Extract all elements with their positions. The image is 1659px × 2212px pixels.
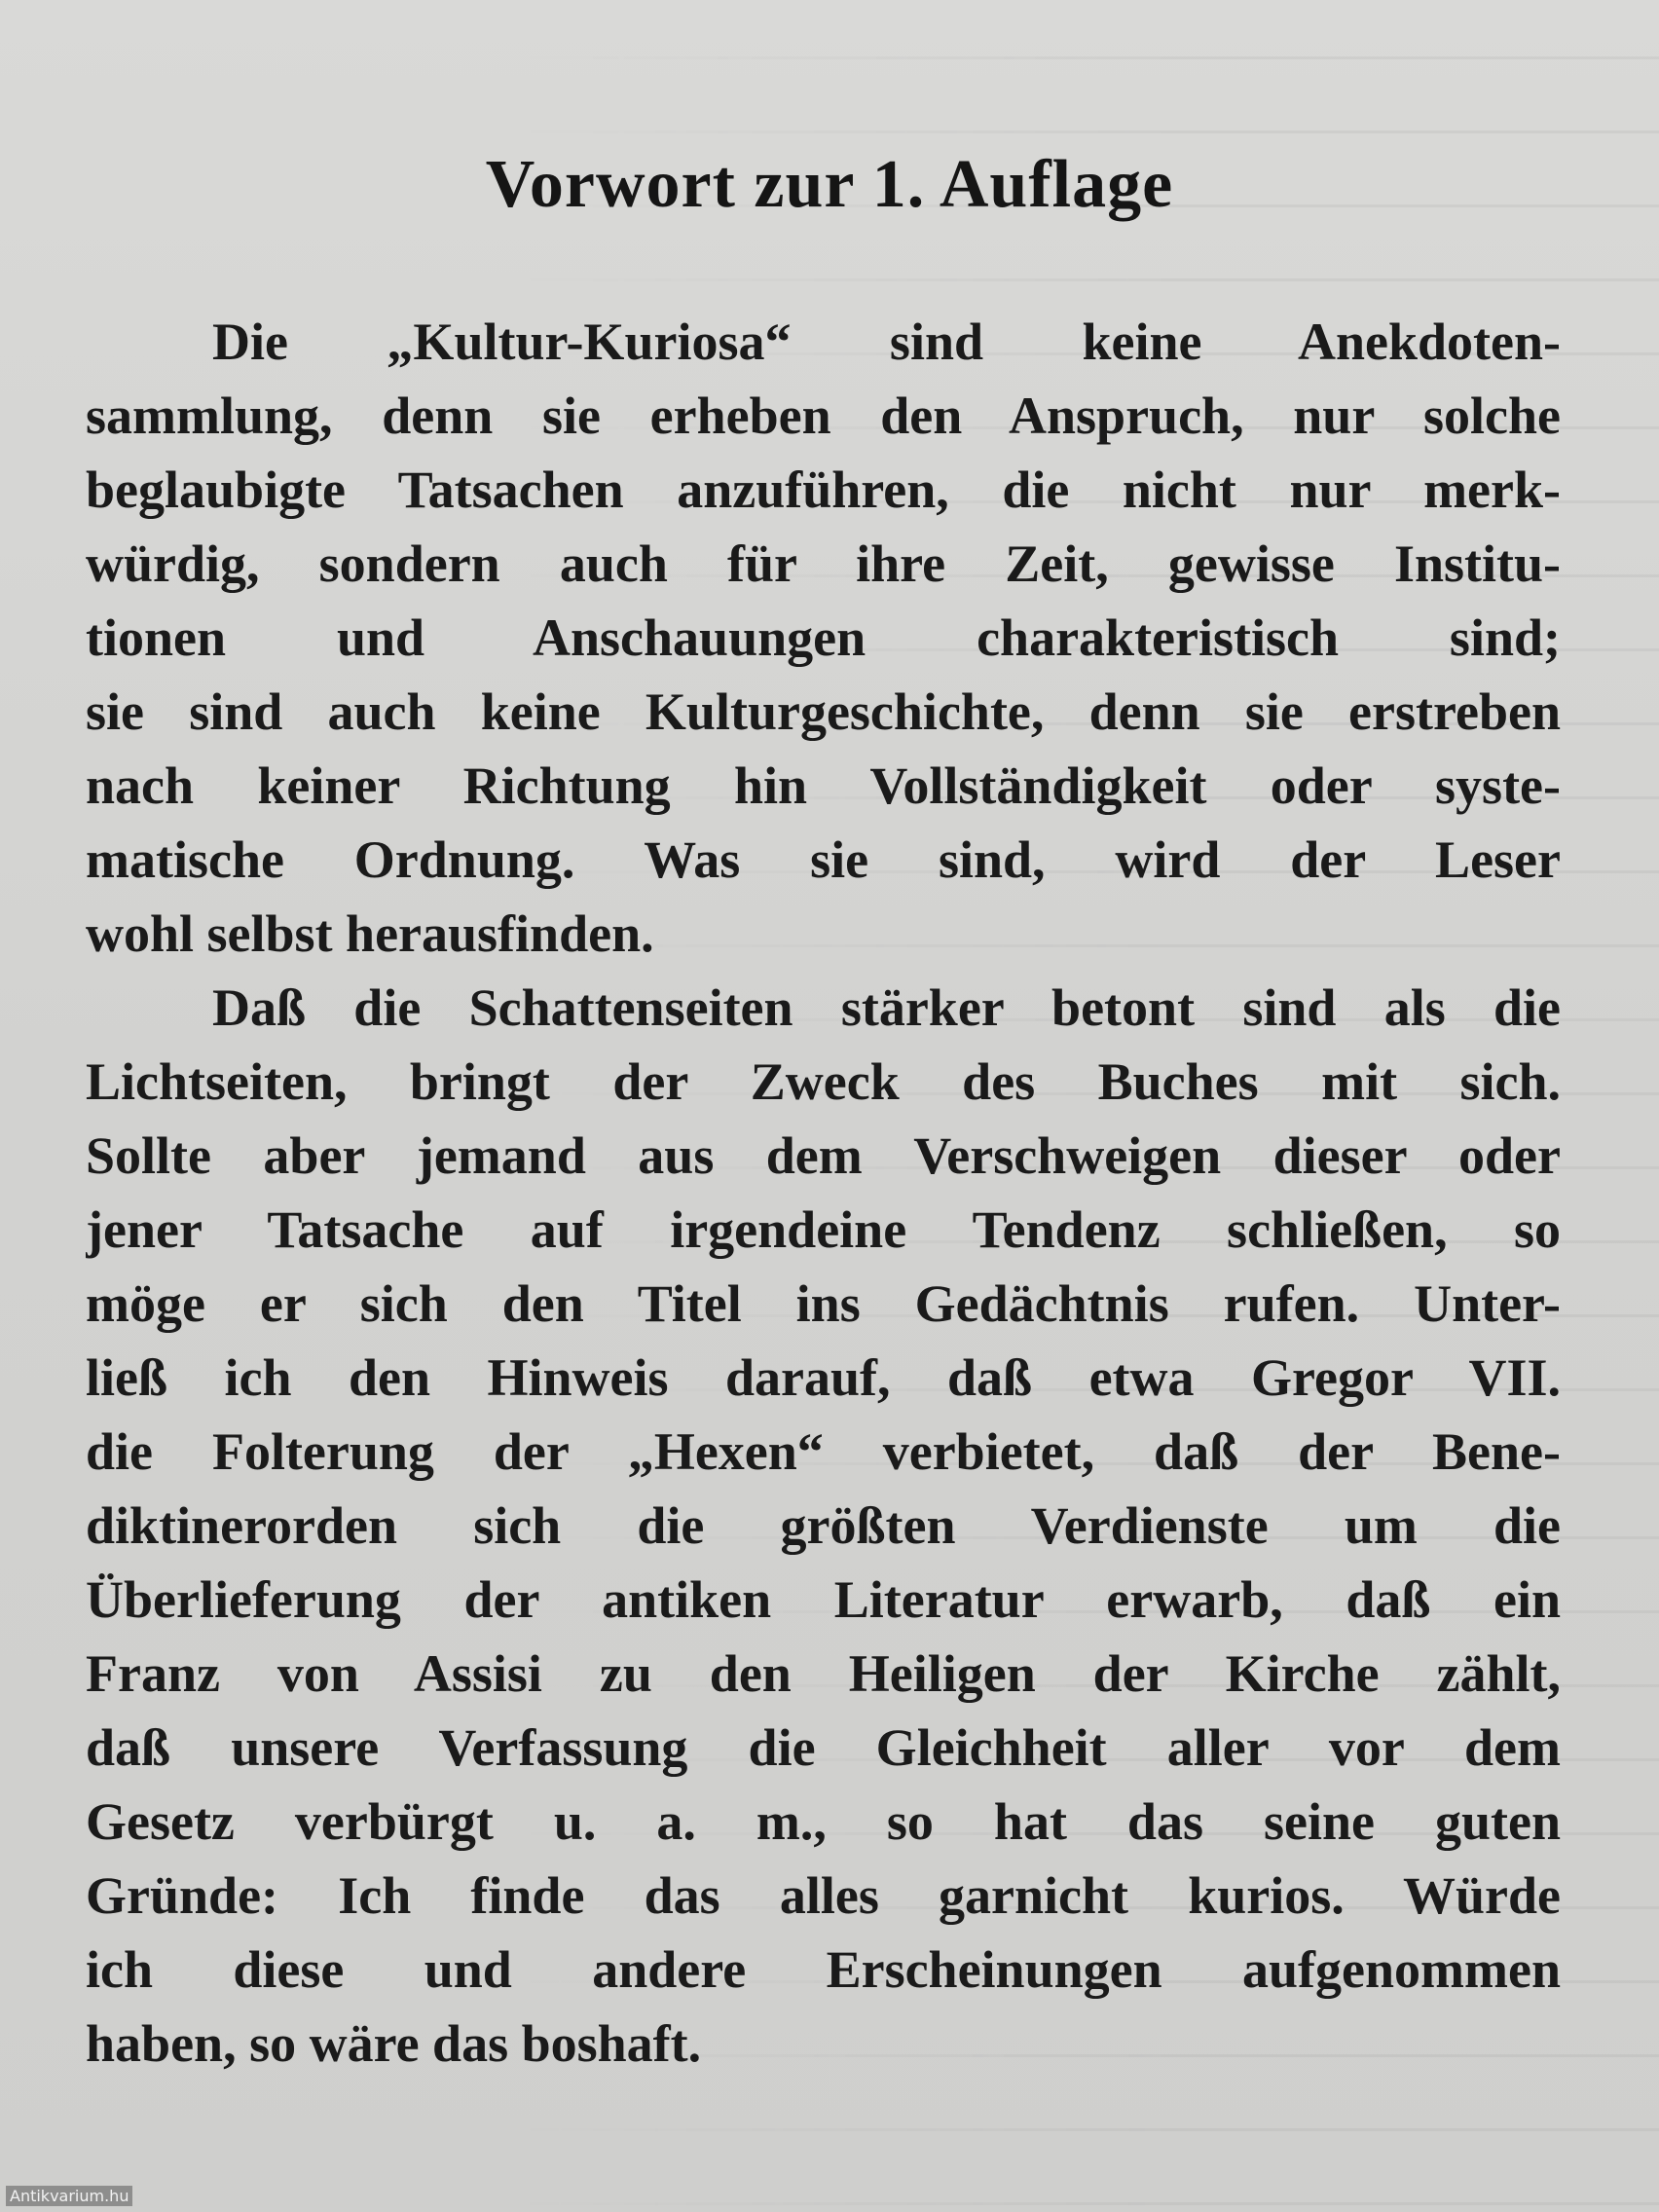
text-line: matische Ordnung. Was sie sind, wird der Leser <box>86 830 1561 889</box>
text-line: Lichtseiten, bringt der Zweck des Buches mit sich. <box>86 1052 1561 1111</box>
text-line: Überlieferung der antiken Literatur erwarb, daß ein <box>86 1570 1561 1629</box>
body-text <box>86 305 1561 2081</box>
text-line: sie sind auch keine Kulturgeschichte, denn sie erstreben <box>86 682 1561 741</box>
text-line: Franz von Assisi zu den Heiligen der Kirche zählt, <box>86 1644 1561 1703</box>
text-line: daß unsere Verfassung die Gleichheit aller vor dem <box>86 1718 1561 1777</box>
text-line: die Folterung der „Hexen“ verbietet, daß der Bene- <box>86 1422 1561 1481</box>
text-line: haben, so wäre das boshaft. <box>86 2014 702 2073</box>
text-line: wohl selbst herausfinden. <box>86 904 654 963</box>
text-line: ließ ich den Hinweis darauf, daß etwa Gregor VII. <box>86 1348 1561 1407</box>
text-line: jener Tatsache auf irgendeine Tendenz schließen, so <box>86 1200 1561 1259</box>
text-line: würdig, sondern auch für ihre Zeit, gewisse Institu- <box>86 535 1561 593</box>
text-line: Sollte aber jemand aus dem Verschweigen dieser oder <box>86 1126 1561 1185</box>
text-line: ich diese und andere Erscheinungen aufgenommen <box>86 1940 1561 1999</box>
page-title: Vorwort zur 1. Auflage <box>485 147 1174 222</box>
watermark: Antikvarium.hu <box>6 2186 132 2206</box>
text-line: beglaubigte Tatsachen anzuführen, die nicht nur merk- <box>86 461 1561 519</box>
text-line: Gesetz verbürgt u. a. m., so hat das seine guten <box>86 1792 1561 1851</box>
text-line: Daß die Schattenseiten stärker betont sind als die <box>212 978 1561 1037</box>
text-line: Gründe: Ich finde das alles garnicht kurios. Würde <box>86 1866 1561 1925</box>
text-line: tionen und Anschauungen charakteristisch sind; <box>86 608 1561 667</box>
text-line: diktinerorden sich die größten Verdienste um die <box>86 1496 1561 1555</box>
text-line: nach keiner Richtung hin Vollständigkeit oder syste- <box>86 756 1561 815</box>
text-line: Die „Kultur-Kuriosa“ sind keine Anekdoten- <box>212 313 1561 371</box>
text-line: sammlung, denn sie erheben den Anspruch, nur solche <box>86 387 1561 445</box>
text-line: möge er sich den Titel ins Gedächtnis rufen. Unter- <box>86 1274 1561 1333</box>
